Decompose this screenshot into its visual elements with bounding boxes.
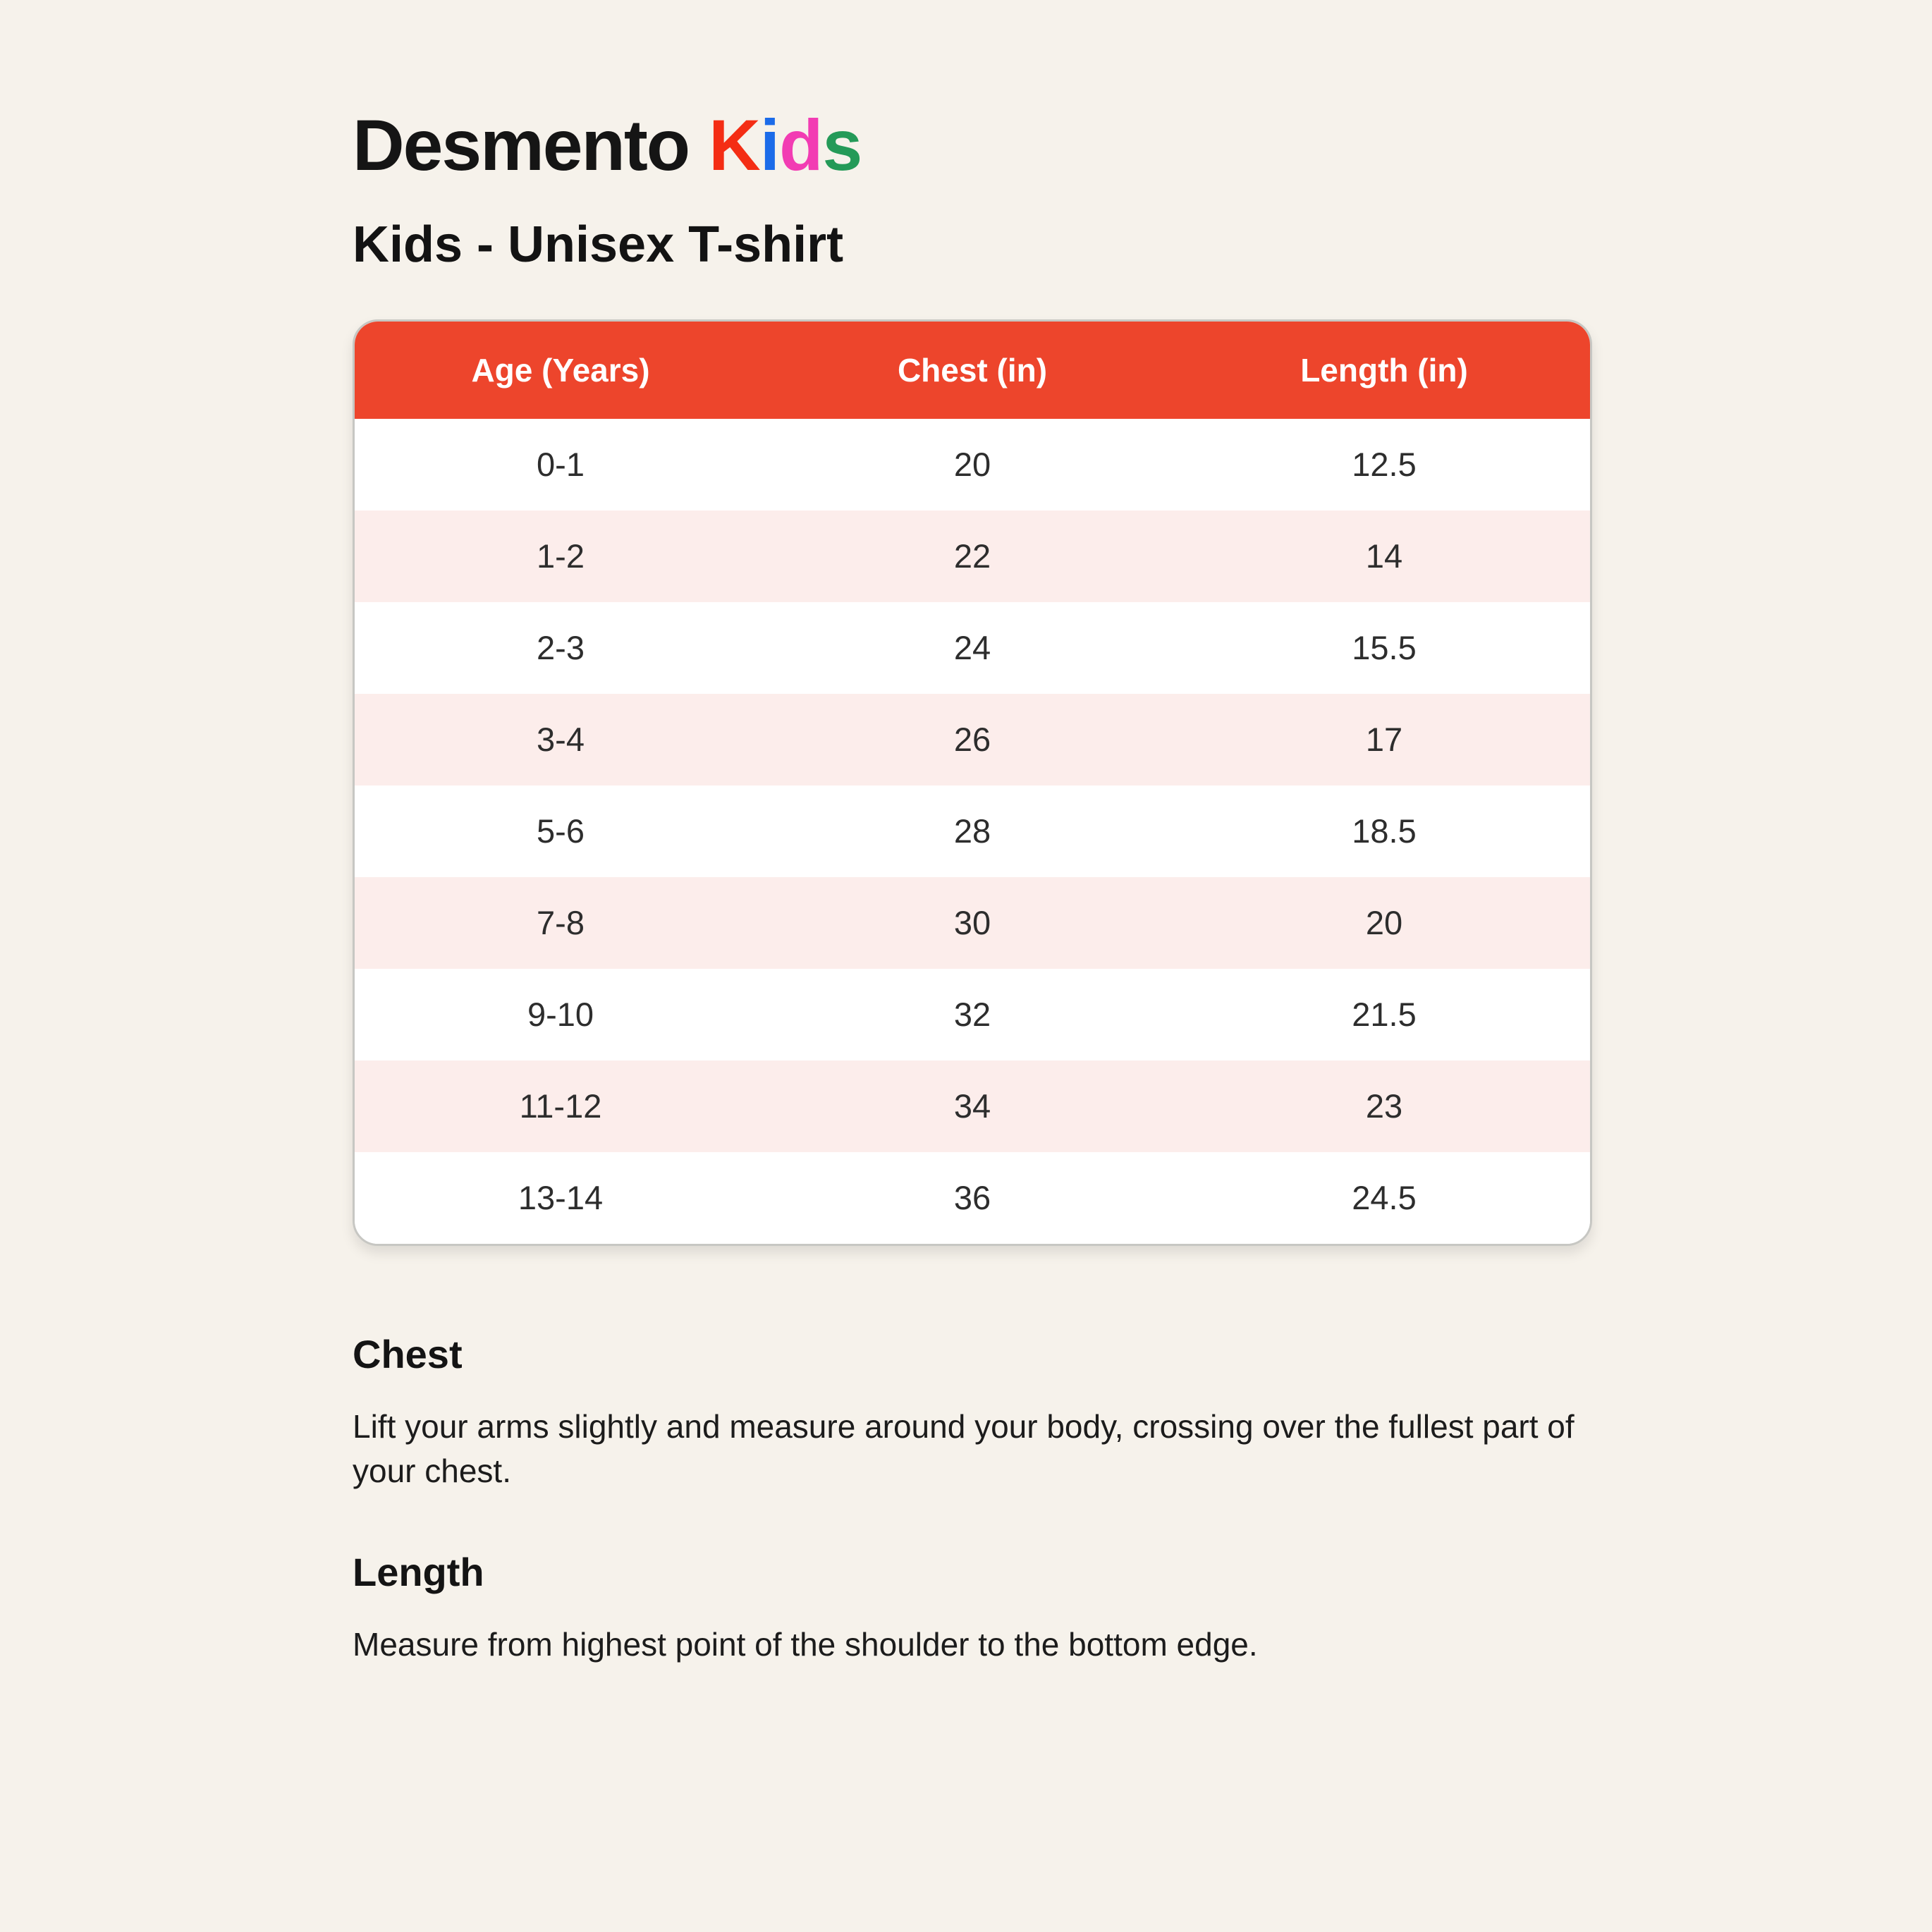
brand-kids-letter-1: i <box>759 105 780 185</box>
table-row <box>355 969 1590 1060</box>
table-cell: 21.5 <box>1352 996 1417 1034</box>
table-cell: 20 <box>1365 904 1403 942</box>
note-heading-length: Length <box>353 1550 484 1595</box>
table-cell: 13-14 <box>518 1179 604 1217</box>
table-cell: 22 <box>953 537 991 575</box>
table-row <box>355 1060 1590 1152</box>
table-row <box>355 785 1590 877</box>
table-row <box>355 419 1590 510</box>
note-body-length: Measure from highest point of the shoulder to the bottom edge. <box>353 1626 1258 1663</box>
table-cell: 11-12 <box>519 1087 602 1125</box>
table-cell: 14 <box>1365 537 1403 575</box>
brand-kids-letter-2: d <box>779 105 823 185</box>
table-cell: 36 <box>953 1179 991 1217</box>
brand-logo <box>353 106 1592 185</box>
brand-kids <box>709 105 862 185</box>
table-cell: 18.5 <box>1352 812 1417 850</box>
column-header-length: Length (in) <box>1178 322 1590 419</box>
table-cell: 1-2 <box>537 537 585 575</box>
table-cell: 0-1 <box>537 446 585 484</box>
table-cell: 5-6 <box>537 812 585 850</box>
note-heading-chest: Chest <box>353 1331 463 1376</box>
table-header-row <box>355 322 1590 419</box>
table-cell: 7-8 <box>537 904 585 942</box>
note-body-chest: Lift your arms slightly and measure around your body, crossing over the fullest part of your chest. <box>353 1408 1575 1490</box>
column-header-age: Age (Years) <box>355 322 766 419</box>
table-cell: 2-3 <box>537 629 585 667</box>
table-cell: 26 <box>953 721 991 759</box>
table-cell: 12.5 <box>1352 446 1417 484</box>
brand-kids-letter-3: s <box>822 105 862 185</box>
table-cell: 32 <box>953 996 991 1034</box>
table-row <box>355 877 1590 969</box>
size-table-body <box>355 419 1590 1244</box>
table-row <box>355 602 1590 694</box>
table-cell: 23 <box>1365 1087 1403 1125</box>
size-chart-table <box>355 322 1590 1244</box>
page-title: Kids - Unisex T-shirt <box>353 216 844 274</box>
brand-kids-letter-0: K <box>709 105 760 185</box>
table-row <box>355 1152 1590 1244</box>
table-cell: 17 <box>1365 721 1403 759</box>
table-cell: 20 <box>953 446 991 484</box>
table-cell: 28 <box>953 812 991 850</box>
table-row <box>355 510 1590 602</box>
table-cell: 3-4 <box>537 721 585 759</box>
size-chart-card <box>353 319 1592 1246</box>
brand-name: Desmento <box>353 105 690 185</box>
table-cell: 15.5 <box>1352 629 1417 667</box>
size-guide-page <box>353 106 1592 1667</box>
table-cell: 24.5 <box>1352 1179 1417 1217</box>
table-cell: 24 <box>953 629 991 667</box>
table-cell: 34 <box>953 1087 991 1125</box>
table-cell: 9-10 <box>527 996 594 1034</box>
table-cell: 30 <box>953 904 991 942</box>
table-row <box>355 694 1590 785</box>
column-header-chest: Chest (in) <box>766 322 1178 419</box>
